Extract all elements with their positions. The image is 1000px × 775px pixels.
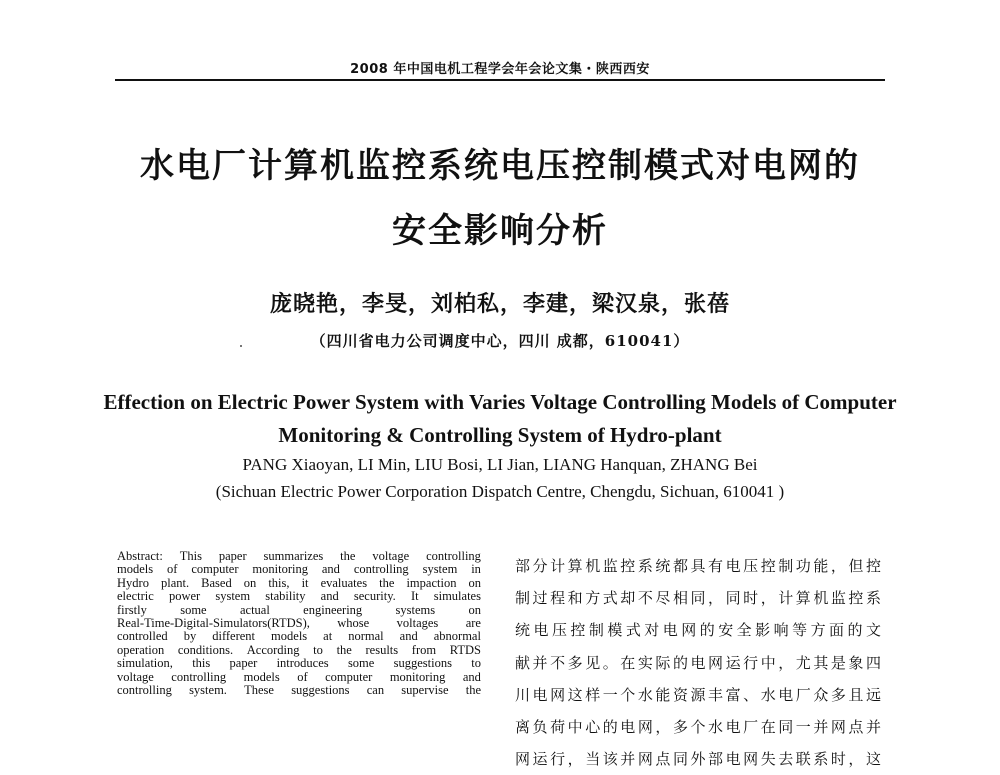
abstract-line: firstly some actual engineering systems on xyxy=(117,602,481,617)
abstract-line: models of computer monitoring and controlling system in xyxy=(117,562,481,577)
title-en-line2: Monitoring & Controlling System of Hydro-plant xyxy=(278,423,722,447)
affiliation-en: (Sichuan Electric Power Corporation Dispatch Centre, Chengdu, Sichuan, 610041 ) xyxy=(215,482,785,501)
abstract-line: Real-Time-Digital-Simulators(RTDS), whose voltages are xyxy=(117,615,481,630)
abstract-line: Abstract: This paper summarizes the voltage controlling xyxy=(117,549,481,563)
affiliation-cn: （四川省电力公司调度中心，四川 成都，610041） xyxy=(310,332,690,350)
abstract-en xyxy=(117,550,481,697)
running-head: 2008 年中国电机工程学会年会论文集・陕西西安 xyxy=(350,62,650,77)
abstract-line: Hydro plant. Based on this, it evaluates the impaction on xyxy=(117,575,481,590)
body-line: 川电网这样一个水能资源丰富、水电厂众多且远 xyxy=(515,685,881,704)
abstract-line: controlled by different models at normal and abnormal xyxy=(117,629,481,644)
authors-en: PANG Xiaoyan, LI Min, LIU Bosi, LI Jian, LIANG Hanquan, ZHANG Bei xyxy=(242,455,758,474)
header-rule xyxy=(115,79,885,81)
title-cn-line2: 安全影响分析 xyxy=(392,211,608,251)
body-line: 网运行，当该并网点同外部电网失去联系时，这 xyxy=(515,750,881,769)
body-line: 部分计算机监控系统都具有电压控制功能，但控 xyxy=(515,557,881,575)
abstract-line: electric power system stability and security. It simulates xyxy=(117,589,481,604)
body-line: 统电压控制模式对电网的安全影响等方面的文 xyxy=(515,621,881,640)
title-en-line1: Effection on Electric Power System with Varies Voltage Controlling Models of Computer xyxy=(103,390,897,414)
body-text-cn xyxy=(515,550,881,775)
title-cn-line1: 水电厂计算机监控系统电压控制模式对电网的 xyxy=(140,146,860,186)
body-line: 离负荷中心的电网，多个水电厂在同一并网点并 xyxy=(515,717,881,736)
body-line: 献并不多见。在实际的电网运行中，尤其是象四 xyxy=(515,653,881,672)
abstract-line: controlling system. These suggestions can supervise the xyxy=(117,682,481,697)
body-line: 制过程和方式却不尽相同，同时，计算机监控系 xyxy=(515,589,881,608)
abstract-line: voltage controlling models of computer monitoring and xyxy=(117,669,481,684)
authors-cn: 庞晓艳，李旻，刘柏私，李建，梁汉泉，张蓓 xyxy=(269,291,730,317)
abstract-line: operation conditions. According to the results from RTDS xyxy=(117,642,481,657)
abstract-line: simulation, this paper introduces some suggestions to xyxy=(117,656,481,671)
